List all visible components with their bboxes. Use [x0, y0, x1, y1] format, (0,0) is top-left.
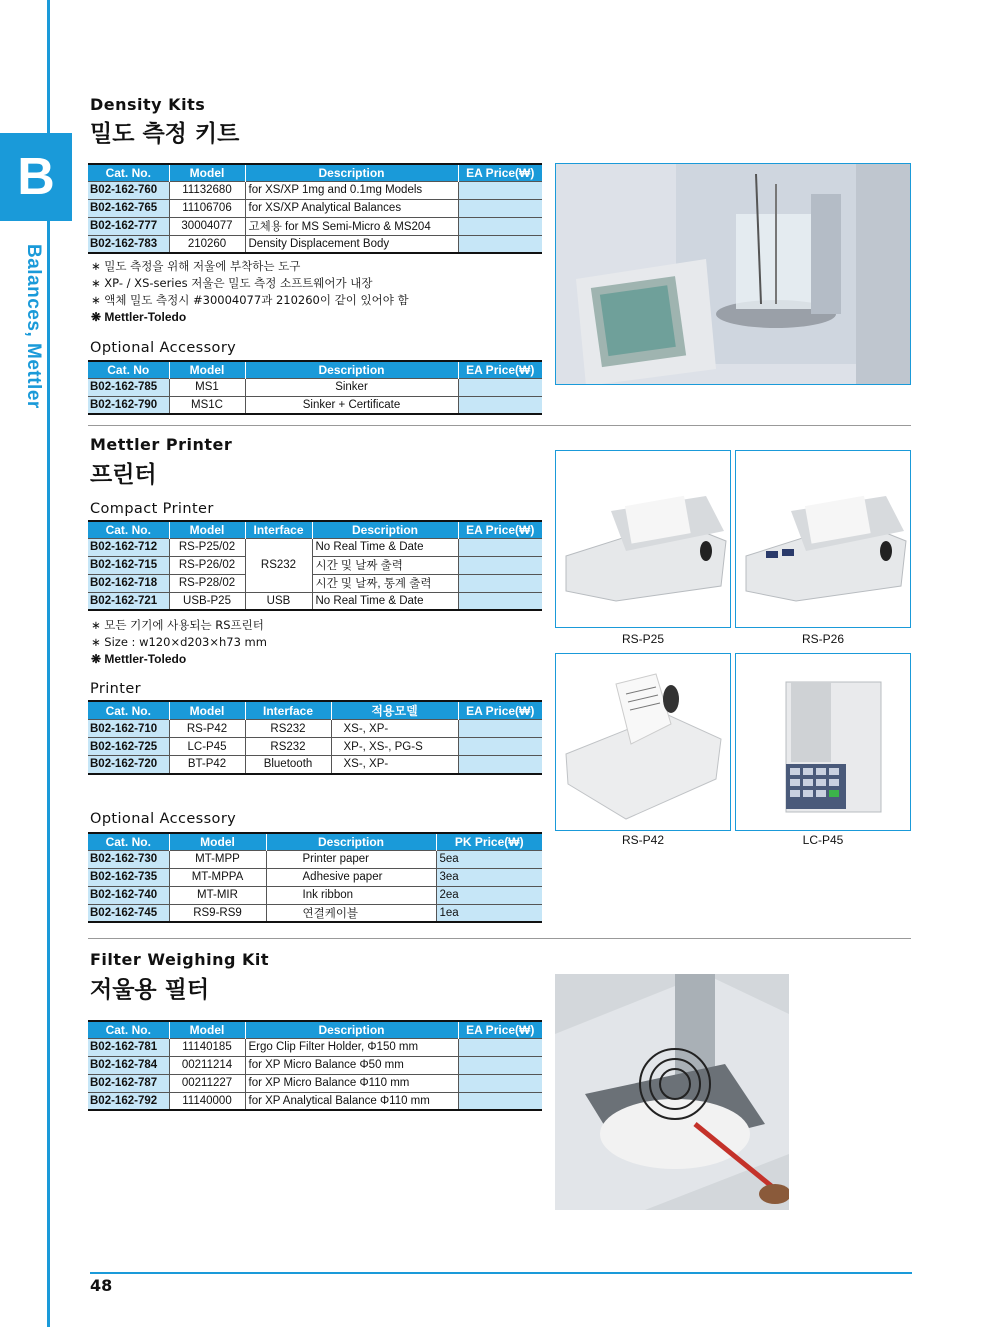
printer-photo-rs-p26: [735, 450, 911, 628]
cat-no: B02-162-784: [88, 1056, 169, 1074]
description: Density Displacement Body: [245, 235, 458, 253]
density-notes: [91, 258, 409, 326]
section-letter-tab: B: [0, 133, 72, 221]
description: Sinker: [245, 378, 458, 396]
cat-no: B02-162-730: [88, 850, 169, 868]
interface: RS232: [245, 538, 312, 592]
interface: Bluetooth: [245, 756, 331, 774]
model: 00211214: [169, 1056, 245, 1074]
description: Printer paper: [266, 850, 436, 868]
col-description: Description: [266, 833, 436, 850]
density-optional-title: Optional Accessory: [90, 340, 237, 356]
model: 11140000: [169, 1092, 245, 1110]
model: LC-P45: [169, 738, 245, 756]
model: 11132680: [169, 181, 245, 199]
model: 11106706: [169, 199, 245, 217]
price-cell: [458, 1056, 542, 1074]
description: Ergo Clip Filter Holder, Φ150 mm: [245, 1038, 458, 1056]
model: RS9-RS9: [169, 904, 266, 922]
cat-no: B02-162-783: [88, 235, 169, 253]
pack-size: 3ea: [436, 868, 542, 886]
table-row: [88, 217, 542, 235]
description: 연결케이블: [266, 904, 436, 922]
col-cat-no: Cat. No.: [88, 701, 169, 720]
col-model: Model: [169, 521, 245, 538]
cat-no: B02-162-740: [88, 886, 169, 904]
caption-rs-p25: RS-P25: [621, 632, 665, 646]
price-cell: [458, 756, 542, 774]
printer-title-en: Mettler Printer: [90, 435, 233, 454]
applicable-model: XS-, XP-: [331, 720, 458, 738]
printer-subtitle: Printer: [90, 681, 142, 697]
col-model: Model: [169, 701, 245, 720]
description: Adhesive paper: [266, 868, 436, 886]
table-header-row: [88, 361, 542, 378]
table-row: [88, 904, 542, 922]
table-header-row: [88, 521, 542, 538]
printer-optional-table: [88, 832, 542, 923]
cat-no: B02-162-777: [88, 217, 169, 235]
price-cell: [458, 181, 542, 199]
description: for XP Micro Balance Φ50 mm: [245, 1056, 458, 1074]
printer-photo-rs-p25: [555, 450, 731, 628]
brand-line: ❋ Mettler-Toledo: [91, 310, 187, 324]
cat-no: B02-162-785: [88, 378, 169, 396]
description: Ink ribbon: [266, 886, 436, 904]
table-row: [88, 850, 542, 868]
table-header-row: [88, 164, 542, 181]
note-line: ∗ 모든 기기에 사용되는 RS프린터: [91, 618, 264, 632]
model: MS1C: [169, 396, 245, 414]
price-cell: [458, 738, 542, 756]
cat-no: B02-162-718: [88, 574, 169, 592]
description: for XS/XP Analytical Balances: [245, 199, 458, 217]
model: BT-P42: [169, 756, 245, 774]
density-optional-table: [88, 360, 542, 415]
section-side-label: [14, 244, 44, 444]
filter-kit-photo: [555, 974, 789, 1210]
note-line: ∗ Size : w120×d203×h73 mm: [91, 635, 267, 649]
table-header-row: [88, 1021, 542, 1038]
table-row: [88, 378, 542, 396]
printer-photo-lc-p45: [735, 653, 911, 831]
printer-title-ko: 프린터: [90, 462, 157, 488]
cat-no: B02-162-787: [88, 1074, 169, 1092]
col-price: EA Price(₩): [458, 1021, 542, 1038]
table-row: [88, 538, 542, 556]
cat-no: B02-162-781: [88, 1038, 169, 1056]
price-cell: [458, 1074, 542, 1092]
cat-no: B02-162-720: [88, 756, 169, 774]
density-title-ko: 밀도 측정 키트: [90, 121, 240, 147]
section-divider: [88, 425, 911, 426]
model: MT-MIR: [169, 886, 266, 904]
page-number: 48: [90, 1276, 113, 1295]
cat-no: B02-162-715: [88, 556, 169, 574]
cat-no: B02-162-735: [88, 868, 169, 886]
description: No Real Time & Date: [312, 538, 458, 556]
pack-size: 5ea: [436, 850, 542, 868]
model: MT-MPPA: [169, 868, 266, 886]
cat-no: B02-162-721: [88, 592, 169, 610]
table-row: [88, 181, 542, 199]
col-model: Model: [169, 361, 245, 378]
compact-printer-title: Compact Printer: [90, 501, 214, 517]
price-cell: [458, 396, 542, 414]
col-applicable-model: 적용모델: [331, 701, 458, 720]
filter-title-ko: 저울용 필터: [90, 977, 210, 1003]
price-cell: [458, 378, 542, 396]
caption-rs-p42: RS-P42: [621, 833, 665, 847]
table-row: [88, 738, 542, 756]
price-cell: [458, 235, 542, 253]
table-row: [88, 868, 542, 886]
table-row: [88, 720, 542, 738]
brand-line: ❋ Mettler-Toledo: [91, 652, 187, 666]
model: MT-MPP: [169, 850, 266, 868]
col-interface: Interface: [245, 521, 312, 538]
col-cat-no: Cat. No.: [88, 833, 169, 850]
model: 30004077: [169, 217, 245, 235]
cat-no: B02-162-712: [88, 538, 169, 556]
table-row: [88, 756, 542, 774]
density-kit-photo: [555, 163, 911, 385]
applicable-model: XP-, XS-, PG-S: [331, 738, 458, 756]
col-price: EA Price(₩): [458, 521, 542, 538]
price-cell: [458, 538, 542, 556]
table-row: [88, 574, 542, 592]
table-row: [88, 592, 542, 610]
col-model: Model: [169, 1021, 245, 1038]
col-price: EA Price(₩): [458, 701, 542, 720]
caption-lc-p45: LC-P45: [802, 833, 844, 847]
table-row: [88, 556, 542, 574]
cat-no: B02-162-710: [88, 720, 169, 738]
col-price: EA Price(₩): [458, 361, 542, 378]
description: Sinker + Certificate: [245, 396, 458, 414]
table-row: [88, 886, 542, 904]
table-row: [88, 235, 542, 253]
density-title-en: Density Kits: [90, 95, 206, 114]
col-pk-price: PK Price(₩): [436, 833, 542, 850]
model: 11140185: [169, 1038, 245, 1056]
price-cell: [458, 1092, 542, 1110]
col-model: Model: [169, 164, 245, 181]
table-header-row: [88, 833, 542, 850]
col-description: Description: [312, 521, 458, 538]
col-description: Description: [245, 164, 458, 181]
printer-photo-rs-p42: [555, 653, 731, 831]
applicable-model: XS-, XP-: [331, 756, 458, 774]
table-row: [88, 1038, 542, 1056]
pack-size: 2ea: [436, 886, 542, 904]
model: 210260: [169, 235, 245, 253]
col-model: Model: [169, 833, 266, 850]
description: 고체용 for MS Semi-Micro & MS204: [245, 217, 458, 235]
col-cat-no: Cat. No.: [88, 164, 169, 181]
table-row: [88, 1056, 542, 1074]
table-row: [88, 396, 542, 414]
model: RS-P25/02: [169, 538, 245, 556]
price-cell: [458, 217, 542, 235]
compact-printer-table: [88, 520, 542, 611]
table-header-row: [88, 701, 542, 720]
description: for XP Micro Balance Φ110 mm: [245, 1074, 458, 1092]
cat-no: B02-162-792: [88, 1092, 169, 1110]
cat-no: B02-162-765: [88, 199, 169, 217]
price-cell: [458, 556, 542, 574]
cat-no: B02-162-760: [88, 181, 169, 199]
price-cell: [458, 199, 542, 217]
col-interface: Interface: [245, 701, 331, 720]
interface: RS232: [245, 720, 331, 738]
price-cell: [458, 720, 542, 738]
price-cell: [458, 592, 542, 610]
footer-rule: [90, 1272, 912, 1274]
printer-notes: [91, 617, 267, 668]
cat-no: B02-162-725: [88, 738, 169, 756]
table-row: [88, 1092, 542, 1110]
col-cat-no: Cat. No: [88, 361, 169, 378]
col-cat-no: Cat. No.: [88, 1021, 169, 1038]
table-row: [88, 1074, 542, 1092]
model: RS-P42: [169, 720, 245, 738]
note-line: ∗ 액체 밀도 측정시 #30004077과 210260이 같이 있어야 함: [91, 293, 409, 307]
price-cell: [458, 574, 542, 592]
cat-no: B02-162-790: [88, 396, 169, 414]
filter-title-en: Filter Weighing Kit: [90, 950, 270, 969]
model: RS-P26/02: [169, 556, 245, 574]
col-price: EA Price(₩): [458, 164, 542, 181]
note-line: ∗ 밀도 측정을 위해 저울에 부착하는 도구: [91, 259, 301, 273]
description: No Real Time & Date: [312, 592, 458, 610]
model: RS-P28/02: [169, 574, 245, 592]
col-description: Description: [245, 361, 458, 378]
section-side-label-text: Balances, Mettler: [23, 244, 44, 409]
col-description: Description: [245, 1021, 458, 1038]
price-cell: [458, 1038, 542, 1056]
density-table: [88, 163, 542, 254]
model: 00211227: [169, 1074, 245, 1092]
section-divider: [88, 938, 911, 939]
description: 시간 및 날짜, 통계 출력: [312, 574, 458, 592]
description: for XP Analytical Balance Φ110 mm: [245, 1092, 458, 1110]
model: MS1: [169, 378, 245, 396]
cat-no: B02-162-745: [88, 904, 169, 922]
col-cat-no: Cat. No.: [88, 521, 169, 538]
printer-optional-title: Optional Accessory: [90, 811, 237, 827]
filter-table: [88, 1020, 542, 1111]
note-line: ∗ XP- / XS-series 저울은 밀도 측정 소프트웨어가 내장: [91, 276, 373, 290]
pack-size: 1ea: [436, 904, 542, 922]
printer-table: [88, 700, 542, 775]
interface: USB: [245, 592, 312, 610]
table-row: [88, 199, 542, 217]
model: USB-P25: [169, 592, 245, 610]
caption-rs-p26: RS-P26: [801, 632, 845, 646]
description: for XS/XP 1mg and 0.1mg Models: [245, 181, 458, 199]
description: 시간 및 날짜 출력: [312, 556, 458, 574]
interface: RS232: [245, 738, 331, 756]
